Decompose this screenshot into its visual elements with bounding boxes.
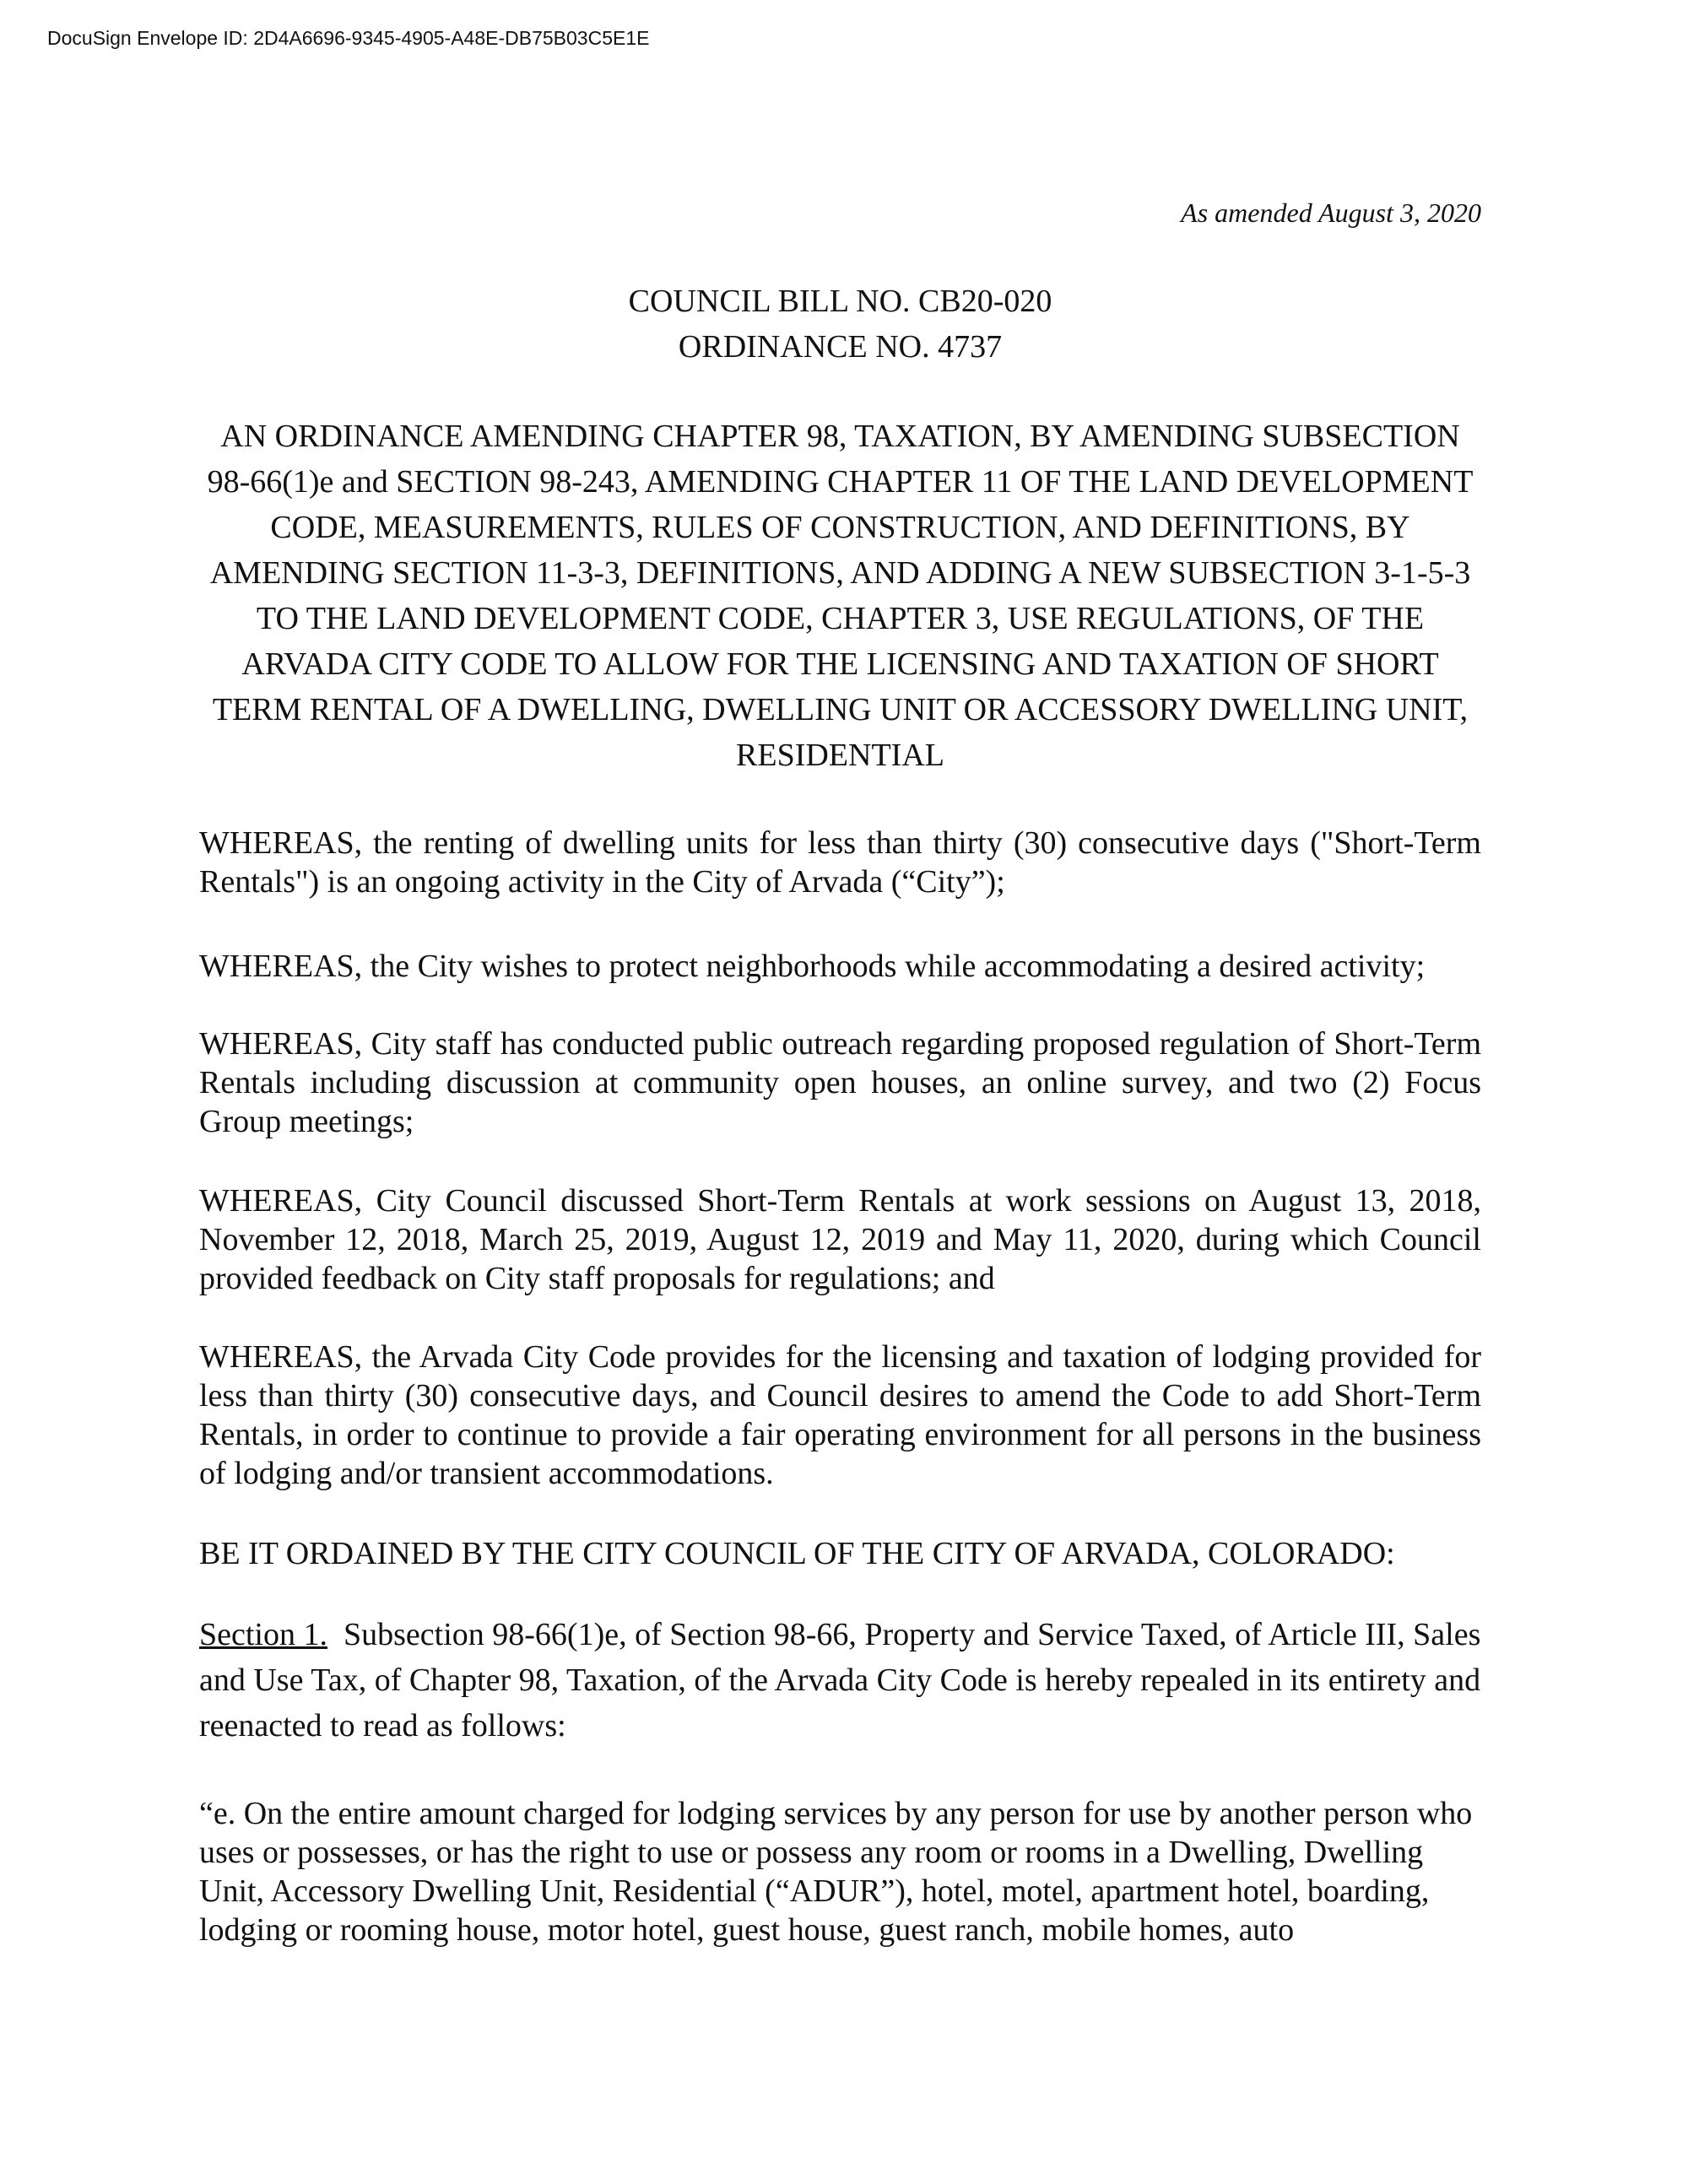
section-1 [199, 1612, 1481, 1749]
ordinance-title: AN ORDINANCE AMENDING CHAPTER 98, TAXATION, BY AMENDING SUBSECTION 98-66(1)e and SECTION 98-243, AMENDING CHAPTER 11 OF THE LAND DEVELOPMENT CODE, MEASUREMENTS, RULES OF CONSTRUCTION, AND DEFINITIONS, BY AMENDING SECTION 11-3-3, DEFINITIONS, AND ADDING A NEW SUBSECTION 3-1-5-3 TO THE LAND DEVELOPMENT CODE, CHAPTER 3, USE REGULATIONS, OF THE ARVADA CITY CODE TO ALLOW FOR THE LICENSING AND TAXATION OF SHORT TERM RENTAL OF A DWELLING, DWELLING UNIT OR ACCESSORY DWELLING UNIT, RESIDENTIAL [207, 419, 1474, 773]
council-bill-number: COUNCIL BILL NO. CB20-020 [628, 284, 1052, 319]
docusign-envelope-id: DocuSign Envelope ID: 2D4A6696-9345-4905-A48E-DB75B03C5E1E [47, 27, 650, 49]
bill-heading [199, 278, 1481, 370]
ordain-clause: BE IT ORDAINED BY THE CITY COUNCIL OF THE CITY OF ARVADA, COLORADO: [199, 1536, 1395, 1571]
ordinance-number: ORDINANCE NO. 4737 [678, 329, 1003, 365]
whereas-paragraph-2: WHEREAS, the City wishes to protect neighborhoods while accommodating a desired activity; [199, 949, 1426, 984]
whereas-paragraph-3: WHEREAS, City staff has conducted public outreach regarding proposed regulation of Short-Term Rentals including discussion at community open houses, an online survey, and two (2) Focus Group meetings; [199, 1026, 1481, 1139]
section-1-text: Subsection 98-66(1)e, of Section 98-66, Property and Service Taxed, of Article III, Sales and Use Tax, of Chapter 98, Taxation, of the Arvada City Code is hereby repealed in its entirety and reenacted to read as follows: [199, 1617, 1481, 1743]
section-1-label: Section 1. [199, 1617, 327, 1652]
whereas-paragraph-1: WHEREAS, the renting of dwelling units for less than thirty (30) consecutive days ("Short-Term Rentals") is an ongoing activity in the City of Arvada (“City”); [199, 825, 1481, 900]
whereas-paragraph-5: WHEREAS, the Arvada City Code provides for the licensing and taxation of lodging provided for less than thirty (30) consecutive days, and Council desires to amend the Code to add Short-Term Rentals, in order to continue to provide a fair operating environment for all persons in the business of lodging and/or transient accommodations. [199, 1339, 1481, 1491]
amended-note: As amended August 3, 2020 [1181, 197, 1481, 228]
quoted-subsection-e: “e. On the entire amount charged for lodging services by any person for use by another person who uses or possesses, or has the right to use or possess any room or rooms in a Dwelling, Dwelling Unit, Accessory Dwelling Unit, Residential (“ADUR”), hotel, motel, apartment hotel, boarding, lodging or rooming house, motor hotel, guest house, guest ranch, mobile homes, auto [199, 1796, 1473, 1948]
whereas-paragraph-4: WHEREAS, City Council discussed Short-Term Rentals at work sessions on August 13, 2018, November 12, 2018, March 25, 2019, August 12, 2019 and May 11, 2020, during which Council provided feedback on City staff proposals for regulations; and [199, 1183, 1481, 1296]
